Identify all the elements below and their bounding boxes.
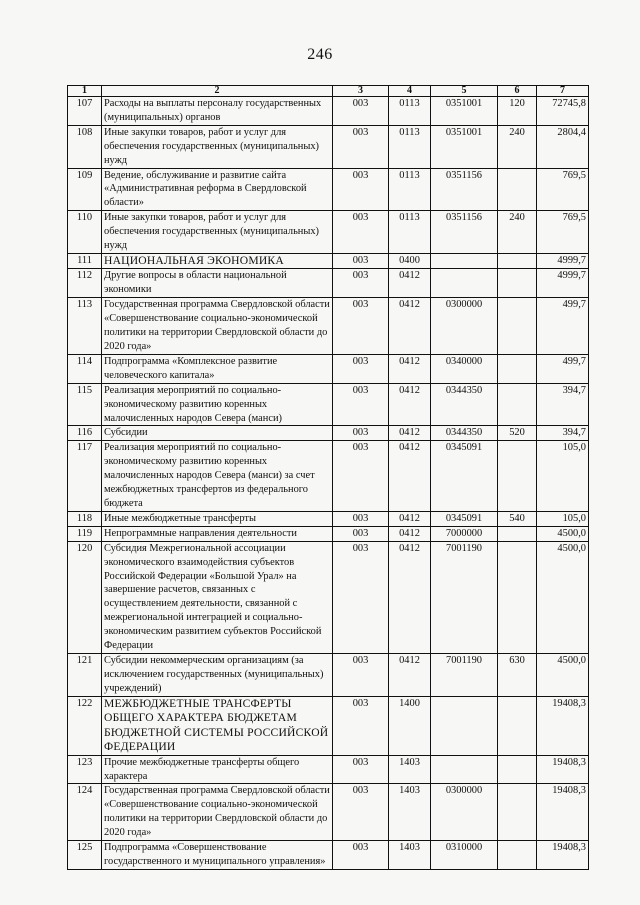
row-number: 110 [68,211,102,254]
row-number: 108 [68,125,102,168]
row-code-5: 0300000 [431,784,498,841]
table-row [68,526,589,541]
row-code-4: 1403 [389,755,431,784]
header-col-1: 1 [68,86,102,97]
row-amount: 499,7 [537,298,589,355]
row-number: 116 [68,426,102,441]
row-code-4: 0400 [389,253,431,269]
row-name: Иные межбюджетные трансферты [102,511,333,526]
table-row [68,97,589,126]
row-amount: 4500,0 [537,653,589,696]
row-code-3: 003 [333,253,389,269]
row-code-3: 003 [333,653,389,696]
row-number: 124 [68,784,102,841]
row-name: Субсидия Межрегиональной ассоциации экономического взаимодействия субъектов Российской Федерации «Большой Урал» на завершение расчетов, связанных с осуществлением деятельности, связанной с межрегиональной интеграцией и социально-экономическим развитием субъектов Российской Федерации [102,541,333,653]
row-code-3: 003 [333,696,389,755]
row-name: Ведение, обслуживание и развитие сайта «Административная реформа в Свердловской области» [102,168,333,211]
row-code-6: 520 [498,426,537,441]
row-code-5: 0345091 [431,441,498,512]
row-name: Прочие межбюджетные трансферты общего характера [102,755,333,784]
row-number: 117 [68,441,102,512]
row-name: Расходы на выплаты персоналу государственных (муниципальных) органов [102,97,333,126]
header-col-6: 6 [498,86,537,97]
row-number: 119 [68,526,102,541]
row-number: 111 [68,253,102,269]
row-name: Реализация мероприятий по социально-экономическому развитию коренных малочисленных народов Севера (манси) [102,383,333,426]
row-code-5: 0344350 [431,383,498,426]
row-code-6 [498,696,537,755]
row-code-6: 540 [498,511,537,526]
row-code-3: 003 [333,511,389,526]
row-amount: 4999,7 [537,253,589,269]
row-code-4: 0412 [389,426,431,441]
header-col-3: 3 [333,86,389,97]
page-number: 246 [307,46,333,63]
table-row [68,841,589,870]
header-col-4: 4 [389,86,431,97]
row-code-6 [498,841,537,870]
row-number: 118 [68,511,102,526]
row-name: Реализация мероприятий по социально-экономическому развитию коренных малочисленных народов Севера (манси) за счет межбюджетных трансфертов из федерального бюджета [102,441,333,512]
row-amount: 72745,8 [537,97,589,126]
row-amount: 105,0 [537,441,589,512]
row-code-4: 0412 [389,269,431,298]
row-code-5 [431,253,498,269]
row-amount: 19408,3 [537,696,589,755]
row-code-6 [498,526,537,541]
row-code-4: 1403 [389,784,431,841]
row-code-3: 003 [333,298,389,355]
row-code-6 [498,383,537,426]
row-code-3: 003 [333,168,389,211]
table-row [68,696,589,755]
row-code-5: 7001190 [431,541,498,653]
row-number: 122 [68,696,102,755]
row-amount: 499,7 [537,354,589,383]
row-code-4: 0412 [389,541,431,653]
row-code-3: 003 [333,841,389,870]
row-code-6 [498,298,537,355]
row-code-3: 003 [333,125,389,168]
row-number: 114 [68,354,102,383]
row-code-5: 0351156 [431,211,498,254]
row-code-5: 0345091 [431,511,498,526]
row-amount: 769,5 [537,211,589,254]
row-code-6 [498,168,537,211]
row-code-3: 003 [333,269,389,298]
row-code-3: 003 [333,541,389,653]
row-code-4: 0412 [389,441,431,512]
row-name: Субсидии [102,426,333,441]
table-row [68,253,589,269]
row-code-4: 0113 [389,97,431,126]
row-code-3: 003 [333,383,389,426]
row-code-6 [498,541,537,653]
table-row [68,125,589,168]
table-row [68,541,589,653]
row-code-4: 0412 [389,298,431,355]
row-code-4: 0412 [389,526,431,541]
row-number: 109 [68,168,102,211]
row-code-3: 003 [333,755,389,784]
row-code-6 [498,441,537,512]
table-row [68,211,589,254]
row-code-3: 003 [333,354,389,383]
row-number: 123 [68,755,102,784]
row-code-3: 003 [333,426,389,441]
table-row [68,168,589,211]
row-code-5: 0300000 [431,298,498,355]
table-row [68,441,589,512]
row-name: Подпрограмма «Совершенствование государственного и муниципального управления» [102,841,333,870]
row-code-6: 240 [498,211,537,254]
table-row [68,755,589,784]
row-number: 112 [68,269,102,298]
budget-table [67,85,589,870]
row-code-6 [498,354,537,383]
row-amount: 2804,4 [537,125,589,168]
table-row [68,383,589,426]
row-code-5 [431,755,498,784]
row-code-3: 003 [333,441,389,512]
row-amount: 19408,3 [537,784,589,841]
row-code-5 [431,696,498,755]
row-number: 120 [68,541,102,653]
row-name: Государственная программа Свердловской области «Совершенствование социально-экономической политики на территории Свердловской области до 2020 года» [102,784,333,841]
row-amount: 4500,0 [537,541,589,653]
header-col-7: 7 [537,86,589,97]
table-row [68,354,589,383]
row-number: 107 [68,97,102,126]
table-header-row [68,86,589,97]
row-code-3: 003 [333,211,389,254]
row-name: Субсидии некоммерческим организациям (за исключением государственных (муниципальных) учреждений) [102,653,333,696]
row-code-4: 0113 [389,125,431,168]
row-code-5: 0351001 [431,125,498,168]
row-number: 125 [68,841,102,870]
row-amount: 769,5 [537,168,589,211]
row-code-6: 240 [498,125,537,168]
row-amount: 4500,0 [537,526,589,541]
row-name: Непрограммные направления деятельности [102,526,333,541]
row-code-5: 0351156 [431,168,498,211]
row-code-6: 630 [498,653,537,696]
row-code-4: 0113 [389,211,431,254]
row-code-6: 120 [498,97,537,126]
row-name: Иные закупки товаров, работ и услуг для обеспечения государственных (муниципальных) нужд [102,125,333,168]
row-code-4: 1400 [389,696,431,755]
row-code-4: 0113 [389,168,431,211]
row-code-5: 7001190 [431,653,498,696]
row-amount: 19408,3 [537,755,589,784]
header-col-2: 2 [102,86,333,97]
row-code-3: 003 [333,97,389,126]
row-code-5: 0310000 [431,841,498,870]
row-number: 113 [68,298,102,355]
table-row [68,426,589,441]
row-amount: 4999,7 [537,269,589,298]
row-code-6 [498,784,537,841]
table-row [68,653,589,696]
row-amount: 105,0 [537,511,589,526]
row-code-5: 0351001 [431,97,498,126]
row-code-6 [498,755,537,784]
row-name: Другие вопросы в области национальной экономики [102,269,333,298]
table-row [68,784,589,841]
row-name: НАЦИОНАЛЬНАЯ ЭКОНОМИКА [102,253,333,269]
row-name: Иные закупки товаров, работ и услуг для обеспечения государственных (муниципальных) нужд [102,211,333,254]
row-code-3: 003 [333,784,389,841]
row-amount: 394,7 [537,426,589,441]
header-col-5: 5 [431,86,498,97]
row-name: МЕЖБЮДЖЕТНЫЕ ТРАНСФЕРТЫ ОБЩЕГО ХАРАКТЕРА БЮДЖЕТАМ БЮДЖЕТНОЙ СИСТЕМЫ РОССИЙСКОЙ ФЕДЕРАЦИИ [102,696,333,755]
table-row [68,511,589,526]
row-code-5: 0344350 [431,426,498,441]
table-row [68,298,589,355]
row-code-4: 1403 [389,841,431,870]
row-number: 115 [68,383,102,426]
row-amount: 19408,3 [537,841,589,870]
row-code-5: 0340000 [431,354,498,383]
row-code-4: 0412 [389,511,431,526]
table-row [68,269,589,298]
row-code-6 [498,269,537,298]
row-code-4: 0412 [389,653,431,696]
row-name: Подпрограмма «Комплексное развитие человеческого капитала» [102,354,333,383]
row-code-5: 7000000 [431,526,498,541]
row-name: Государственная программа Свердловской области «Совершенствование социально-экономической политики на территории Свердловской области до 2020 года» [102,298,333,355]
row-code-4: 0412 [389,383,431,426]
row-code-4: 0412 [389,354,431,383]
row-number: 121 [68,653,102,696]
row-code-5 [431,269,498,298]
row-code-3: 003 [333,526,389,541]
row-amount: 394,7 [537,383,589,426]
row-code-6 [498,253,537,269]
